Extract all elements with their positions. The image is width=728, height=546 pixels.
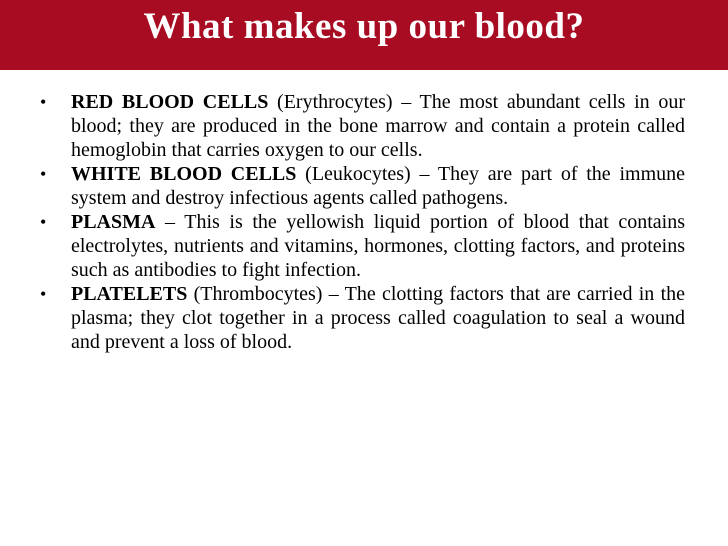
term-plasma: PLASMA [71, 211, 156, 233]
description-red-blood-cells: (Erythrocytes) – The most abundant cells in our blood; they are produced in the bone marrow and contain a protein called hemoglobin that carries oxygen to our cells. [71, 91, 685, 161]
term-platelets: PLATELETS [71, 283, 188, 305]
list-item-platelets [40, 282, 685, 354]
bullet-icon: • [40, 92, 47, 112]
description-plasma: – This is the yellowish liquid portion of blood that contains electrolytes, nutrients and vitamins, hormones, clotting factors, and proteins such as antibodies to fight infection. [71, 211, 685, 281]
slide-title: What makes up our blood? [143, 6, 585, 47]
description-white-blood-cells: (Leukocytes) – They are part of the immune system and destroy infectious agents called pathogens. [71, 163, 686, 209]
bullet-icon: • [40, 284, 47, 304]
list-item-red-blood-cells [40, 90, 685, 162]
bullet-icon: • [40, 164, 47, 184]
bullet-list [40, 90, 685, 354]
bullet-icon: • [40, 212, 47, 232]
term-white-blood-cells: WHITE BLOOD CELLS [71, 163, 297, 185]
list-item-white-blood-cells [40, 162, 685, 210]
list-item-plasma [40, 210, 685, 282]
description-platelets: (Thrombocytes) – The clotting factors that are carried in the plasma; they clot together in a process called coagulation to seal a wound and prevent a loss of blood. [71, 283, 685, 353]
term-red-blood-cells: RED BLOOD CELLS [71, 91, 269, 113]
